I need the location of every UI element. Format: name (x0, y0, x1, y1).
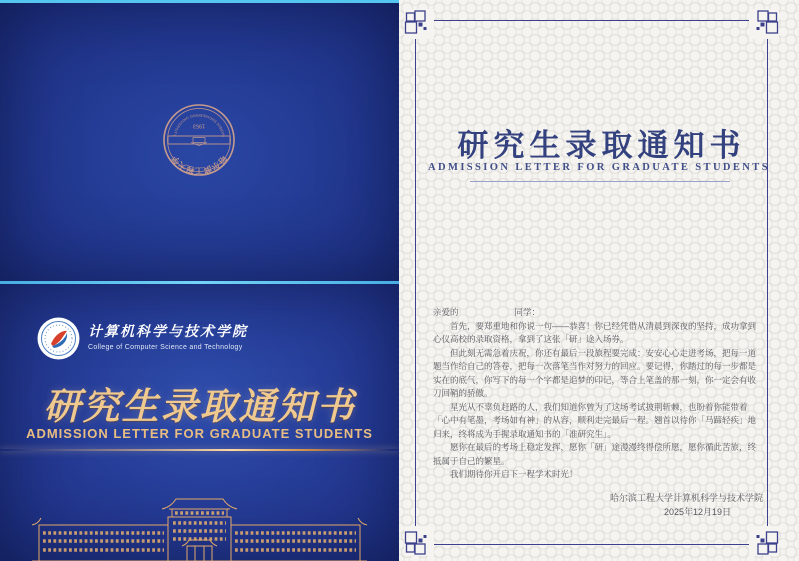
salutation-suffix: 同学： (514, 307, 541, 317)
corner-ornament-icon (404, 9, 438, 43)
letter-body (433, 306, 763, 519)
college-name-zh: 计算机科学与技术学院 (88, 325, 248, 340)
corner-ornament-icon (745, 9, 779, 43)
date-line: 2025年12月19日 (663, 506, 731, 517)
letter-paragraph: 首先，要郑重地和你说一句——恭喜！你已经凭借从清晨到深夜的坚持，成功拿到心仪高校的录取资格，拿到了这张「研」途入场券。 (433, 320, 757, 344)
cover-panel (0, 0, 399, 561)
seal-university-zh: 哈尔滨工程大学 (169, 153, 229, 175)
college-name-en: College of Computer Science and Technology (88, 344, 243, 351)
seal-year: 1953 (192, 122, 206, 129)
letter-page (399, 0, 799, 561)
cover-front-panel (0, 284, 399, 561)
cover-top-edge-line (0, 0, 399, 3)
cover-title-zh: 研究生录取通知书 (43, 387, 356, 428)
university-seal-icon (162, 103, 236, 177)
cover-back-panel (0, 0, 399, 282)
gold-divider-line (0, 449, 399, 451)
campus-building-illustration (29, 494, 370, 561)
letter-paragraph: 星光从不辜负赶路的人，我们知道你曾为了这场考试披荆斩棘，也盼着你能带着「心中有笔墨，考场如有神」的从容，顺利走完最后一程。翘首以待你「马蹄轻疾」地归来，终将成为手握录取通知书的「准研究生」。 (433, 401, 757, 439)
college-logo-icon (37, 317, 80, 360)
signature-block (433, 491, 763, 519)
svg-text:哈尔滨工程大学 (169, 154, 229, 176)
title-underline (470, 181, 730, 182)
cover-fold-line (0, 281, 399, 284)
letter-paragraph: 愿你在最后的考场上稳定发挥，愿你「研」途漫漫终得偿所愿，愿你循此苦旅，终抵属于自己的繁星。 (433, 442, 757, 466)
letter-paragraph: 但此刻无需急着庆祝，你还有最后一段旅程要完成：安安心心走进考场，把每一道题当作给自己的答卷，把每一次落笔当作对努力的回应。要记得，你踏过的每一步都是实在的底气，你写下的每一个字都是追梦的印记，等合上笔盖的那一刻，你一定会有收刀回鞘的骄傲。 (433, 347, 757, 398)
seal-university-en: HARBIN ENGINEERING UNIVERSITY (172, 112, 226, 138)
corner-ornament-icon (404, 522, 438, 556)
letter-title-en: ADMISSION LETTER FOR GRADUATE STUDENTS (428, 162, 770, 173)
corner-ornament-icon (745, 522, 779, 556)
college-name-block (88, 321, 248, 351)
letter-title-zh: 研究生录取通知书 (457, 128, 746, 163)
cover-title-en: ADMISSION LETTER FOR GRADUATE STUDENTS (26, 426, 373, 441)
salutation-line (433, 306, 763, 320)
salutation-prefix: 亲爱的 (433, 307, 459, 317)
signature-line: 哈尔滨工程大学计算机科学与技术学院 (609, 492, 763, 503)
letter-paragraph: 我们期待你开启下一程学术时光！ (450, 469, 578, 479)
